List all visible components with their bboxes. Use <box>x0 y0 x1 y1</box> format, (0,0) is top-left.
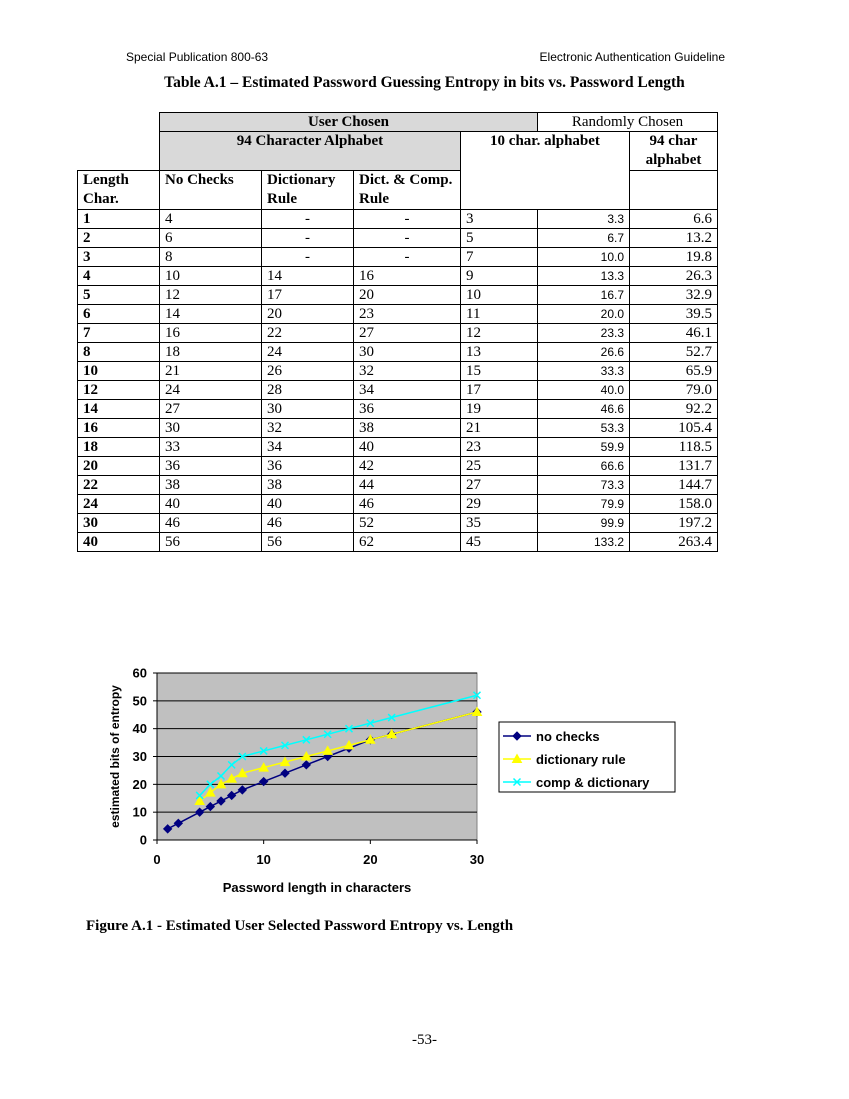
cell-no-checks: 46 <box>160 514 262 533</box>
y-tick-label: 40 <box>132 721 147 737</box>
cell-dictionary: - <box>262 210 354 229</box>
y-axis-label: estimated bits of entropy <box>108 685 122 828</box>
user-chosen-header: User Chosen <box>160 113 538 132</box>
col-length-header: Length Char. <box>78 171 160 210</box>
table-row <box>78 400 718 419</box>
cell-random-10: 27 <box>461 476 538 495</box>
table-row <box>78 324 718 343</box>
cell-random-10: 5 <box>461 229 538 248</box>
cell-random-94: 65.9 <box>630 362 718 381</box>
cell-dict-comp: - <box>354 210 461 229</box>
cell-no-checks: 30 <box>160 419 262 438</box>
cell-no-checks: 18 <box>160 343 262 362</box>
cell-dictionary: 14 <box>262 267 354 286</box>
table-row <box>78 457 718 476</box>
cell-dictionary: 20 <box>262 305 354 324</box>
cell-random-10-bits: 133.2 <box>538 533 630 552</box>
cell-random-94: 263.4 <box>630 533 718 552</box>
cell-dict-comp: 46 <box>354 495 461 514</box>
y-tick-label: 20 <box>132 776 147 792</box>
cell-random-10-bits: 26.6 <box>538 343 630 362</box>
cell-random-10-bits: 79.9 <box>538 495 630 514</box>
cell-dict-comp: 32 <box>354 362 461 381</box>
cell-random-10-bits: 46.6 <box>538 400 630 419</box>
cell-length: 5 <box>78 286 160 305</box>
cell-dictionary: 34 <box>262 438 354 457</box>
cell-random-10-bits: 20.0 <box>538 305 630 324</box>
cell-no-checks: 10 <box>160 267 262 286</box>
cell-random-10: 29 <box>461 495 538 514</box>
cell-dictionary: 56 <box>262 533 354 552</box>
cell-dict-comp: 40 <box>354 438 461 457</box>
cell-length: 3 <box>78 248 160 267</box>
cell-dictionary: 38 <box>262 476 354 495</box>
cell-no-checks: 56 <box>160 533 262 552</box>
cell-no-checks: 8 <box>160 248 262 267</box>
cell-random-94: 144.7 <box>630 476 718 495</box>
table-row <box>78 514 718 533</box>
cell-dictionary: 30 <box>262 400 354 419</box>
cell-dictionary: 22 <box>262 324 354 343</box>
x-tick-label: 0 <box>153 852 161 867</box>
cell-random-10: 23 <box>461 438 538 457</box>
header-guideline: Electronic Authentication Guideline <box>539 50 725 64</box>
cell-length: 6 <box>78 305 160 324</box>
cell-length: 20 <box>78 457 160 476</box>
cell-dictionary: 40 <box>262 495 354 514</box>
cell-dict-comp: - <box>354 229 461 248</box>
table-row <box>78 533 718 552</box>
cell-random-10: 15 <box>461 362 538 381</box>
cell-dict-comp: 52 <box>354 514 461 533</box>
randomly-chosen-header: Randomly Chosen <box>538 113 718 132</box>
cell-random-10-bits: 73.3 <box>538 476 630 495</box>
table-row <box>78 495 718 514</box>
y-tick-label: 0 <box>139 832 147 848</box>
alphabet-10-header: 10 char. alphabet <box>461 132 630 210</box>
cell-random-94: 32.9 <box>630 286 718 305</box>
cell-dict-comp: 16 <box>354 267 461 286</box>
cell-random-94: 26.3 <box>630 267 718 286</box>
cell-length: 22 <box>78 476 160 495</box>
cell-no-checks: 24 <box>160 381 262 400</box>
cell-dict-comp: 44 <box>354 476 461 495</box>
cell-dict-comp: 34 <box>354 381 461 400</box>
cell-dictionary: 36 <box>262 457 354 476</box>
cell-random-94: 118.5 <box>630 438 718 457</box>
cell-dict-comp: 36 <box>354 400 461 419</box>
alphabet-94-header: 94 Character Alphabet <box>160 132 461 171</box>
cell-dict-comp: 20 <box>354 286 461 305</box>
table-row <box>78 438 718 457</box>
cell-random-10: 21 <box>461 419 538 438</box>
cell-length: 8 <box>78 343 160 362</box>
table-row <box>78 381 718 400</box>
cell-no-checks: 6 <box>160 229 262 248</box>
cell-random-10-bits: 3.3 <box>538 210 630 229</box>
cell-random-10: 3 <box>461 210 538 229</box>
cell-random-10-bits: 13.3 <box>538 267 630 286</box>
cell-random-94: 52.7 <box>630 343 718 362</box>
entropy-table <box>77 112 718 552</box>
cell-random-94: 19.8 <box>630 248 718 267</box>
figure-caption: Figure A.1 - Estimated User Selected Password Entropy vs. Length <box>86 918 514 934</box>
cell-no-checks: 33 <box>160 438 262 457</box>
entropy-chart <box>100 660 700 905</box>
cell-dictionary: - <box>262 248 354 267</box>
x-tick-label: 20 <box>363 852 378 867</box>
cell-no-checks: 36 <box>160 457 262 476</box>
cell-random-94: 197.2 <box>630 514 718 533</box>
cell-dict-comp: 42 <box>354 457 461 476</box>
cell-no-checks: 12 <box>160 286 262 305</box>
cell-random-94: 158.0 <box>630 495 718 514</box>
x-tick-label: 30 <box>469 852 485 867</box>
y-tick-label: 10 <box>132 804 147 820</box>
cell-no-checks: 27 <box>160 400 262 419</box>
col-nochecks-header: No Checks <box>160 171 262 210</box>
cell-no-checks: 40 <box>160 495 262 514</box>
legend-label: comp & dictionary <box>536 775 650 790</box>
y-tick-label: 50 <box>132 693 147 709</box>
cell-length: 7 <box>78 324 160 343</box>
cell-length: 14 <box>78 400 160 419</box>
cell-random-94: 6.6 <box>630 210 718 229</box>
table-row <box>78 343 718 362</box>
cell-random-10: 12 <box>461 324 538 343</box>
col-comp-header: Dict. & Comp. Rule <box>354 171 461 210</box>
table-row <box>78 229 718 248</box>
cell-no-checks: 38 <box>160 476 262 495</box>
cell-dictionary: 26 <box>262 362 354 381</box>
cell-random-10-bits: 99.9 <box>538 514 630 533</box>
cell-random-10: 45 <box>461 533 538 552</box>
table-row <box>78 248 718 267</box>
cell-random-94: 46.1 <box>630 324 718 343</box>
cell-dictionary: - <box>262 229 354 248</box>
cell-dictionary: 24 <box>262 343 354 362</box>
cell-length: 12 <box>78 381 160 400</box>
cell-random-10: 11 <box>461 305 538 324</box>
alphabet-94-random-header: 94 char alphabet <box>630 132 718 171</box>
legend-label: no checks <box>536 729 600 744</box>
table-title: Table A.1 – Estimated Password Guessing Entropy in bits vs. Password Length <box>164 74 685 91</box>
cell-random-10-bits: 40.0 <box>538 381 630 400</box>
cell-random-94: 79.0 <box>630 381 718 400</box>
cell-random-10-bits: 33.3 <box>538 362 630 381</box>
cell-random-10: 13 <box>461 343 538 362</box>
cell-random-10: 10 <box>461 286 538 305</box>
cell-length: 18 <box>78 438 160 457</box>
cell-dictionary: 17 <box>262 286 354 305</box>
cell-random-94: 13.2 <box>630 229 718 248</box>
cell-random-10-bits: 6.7 <box>538 229 630 248</box>
cell-length: 16 <box>78 419 160 438</box>
cell-dict-comp: 27 <box>354 324 461 343</box>
cell-dictionary: 28 <box>262 381 354 400</box>
table-row <box>78 419 718 438</box>
cell-random-10: 7 <box>461 248 538 267</box>
cell-random-94: 39.5 <box>630 305 718 324</box>
cell-length: 40 <box>78 533 160 552</box>
cell-dict-comp: 38 <box>354 419 461 438</box>
blank-cell <box>78 113 160 171</box>
table-row <box>78 476 718 495</box>
cell-random-10-bits: 59.9 <box>538 438 630 457</box>
cell-length: 2 <box>78 229 160 248</box>
cell-length: 30 <box>78 514 160 533</box>
cell-random-94: 92.2 <box>630 400 718 419</box>
cell-random-10: 17 <box>461 381 538 400</box>
cell-random-10-bits: 16.7 <box>538 286 630 305</box>
x-tick-label: 10 <box>256 852 271 867</box>
cell-no-checks: 14 <box>160 305 262 324</box>
cell-random-10: 25 <box>461 457 538 476</box>
page-number: -53- <box>412 1032 437 1048</box>
table-row <box>78 362 718 381</box>
table-row <box>78 210 718 229</box>
cell-random-94: 131.7 <box>630 457 718 476</box>
cell-dict-comp: - <box>354 248 461 267</box>
legend-label: dictionary rule <box>536 752 626 767</box>
cell-no-checks: 16 <box>160 324 262 343</box>
x-axis-label: Password length in characters <box>222 880 412 895</box>
cell-random-10-bits: 53.3 <box>538 419 630 438</box>
cell-no-checks: 4 <box>160 210 262 229</box>
table-row <box>78 286 718 305</box>
blank-cell <box>630 171 718 210</box>
cell-no-checks: 21 <box>160 362 262 381</box>
cell-dictionary: 46 <box>262 514 354 533</box>
cell-dict-comp: 30 <box>354 343 461 362</box>
table-row <box>78 305 718 324</box>
cell-random-10: 35 <box>461 514 538 533</box>
table-row <box>78 267 718 286</box>
cell-random-10-bits: 23.3 <box>538 324 630 343</box>
col-dict-header: Dictionary Rule <box>262 171 354 210</box>
cell-random-94: 105.4 <box>630 419 718 438</box>
cell-random-10: 9 <box>461 267 538 286</box>
header-publication: Special Publication 800-63 <box>126 50 269 64</box>
cell-dict-comp: 23 <box>354 305 461 324</box>
cell-length: 24 <box>78 495 160 514</box>
y-tick-label: 30 <box>132 749 147 764</box>
cell-dict-comp: 62 <box>354 533 461 552</box>
cell-length: 4 <box>78 267 160 286</box>
cell-dictionary: 32 <box>262 419 354 438</box>
cell-random-10: 19 <box>461 400 538 419</box>
cell-random-10-bits: 10.0 <box>538 248 630 267</box>
y-tick-label: 60 <box>132 665 147 681</box>
cell-length: 10 <box>78 362 160 381</box>
cell-random-10-bits: 66.6 <box>538 457 630 476</box>
cell-length: 1 <box>78 210 160 229</box>
